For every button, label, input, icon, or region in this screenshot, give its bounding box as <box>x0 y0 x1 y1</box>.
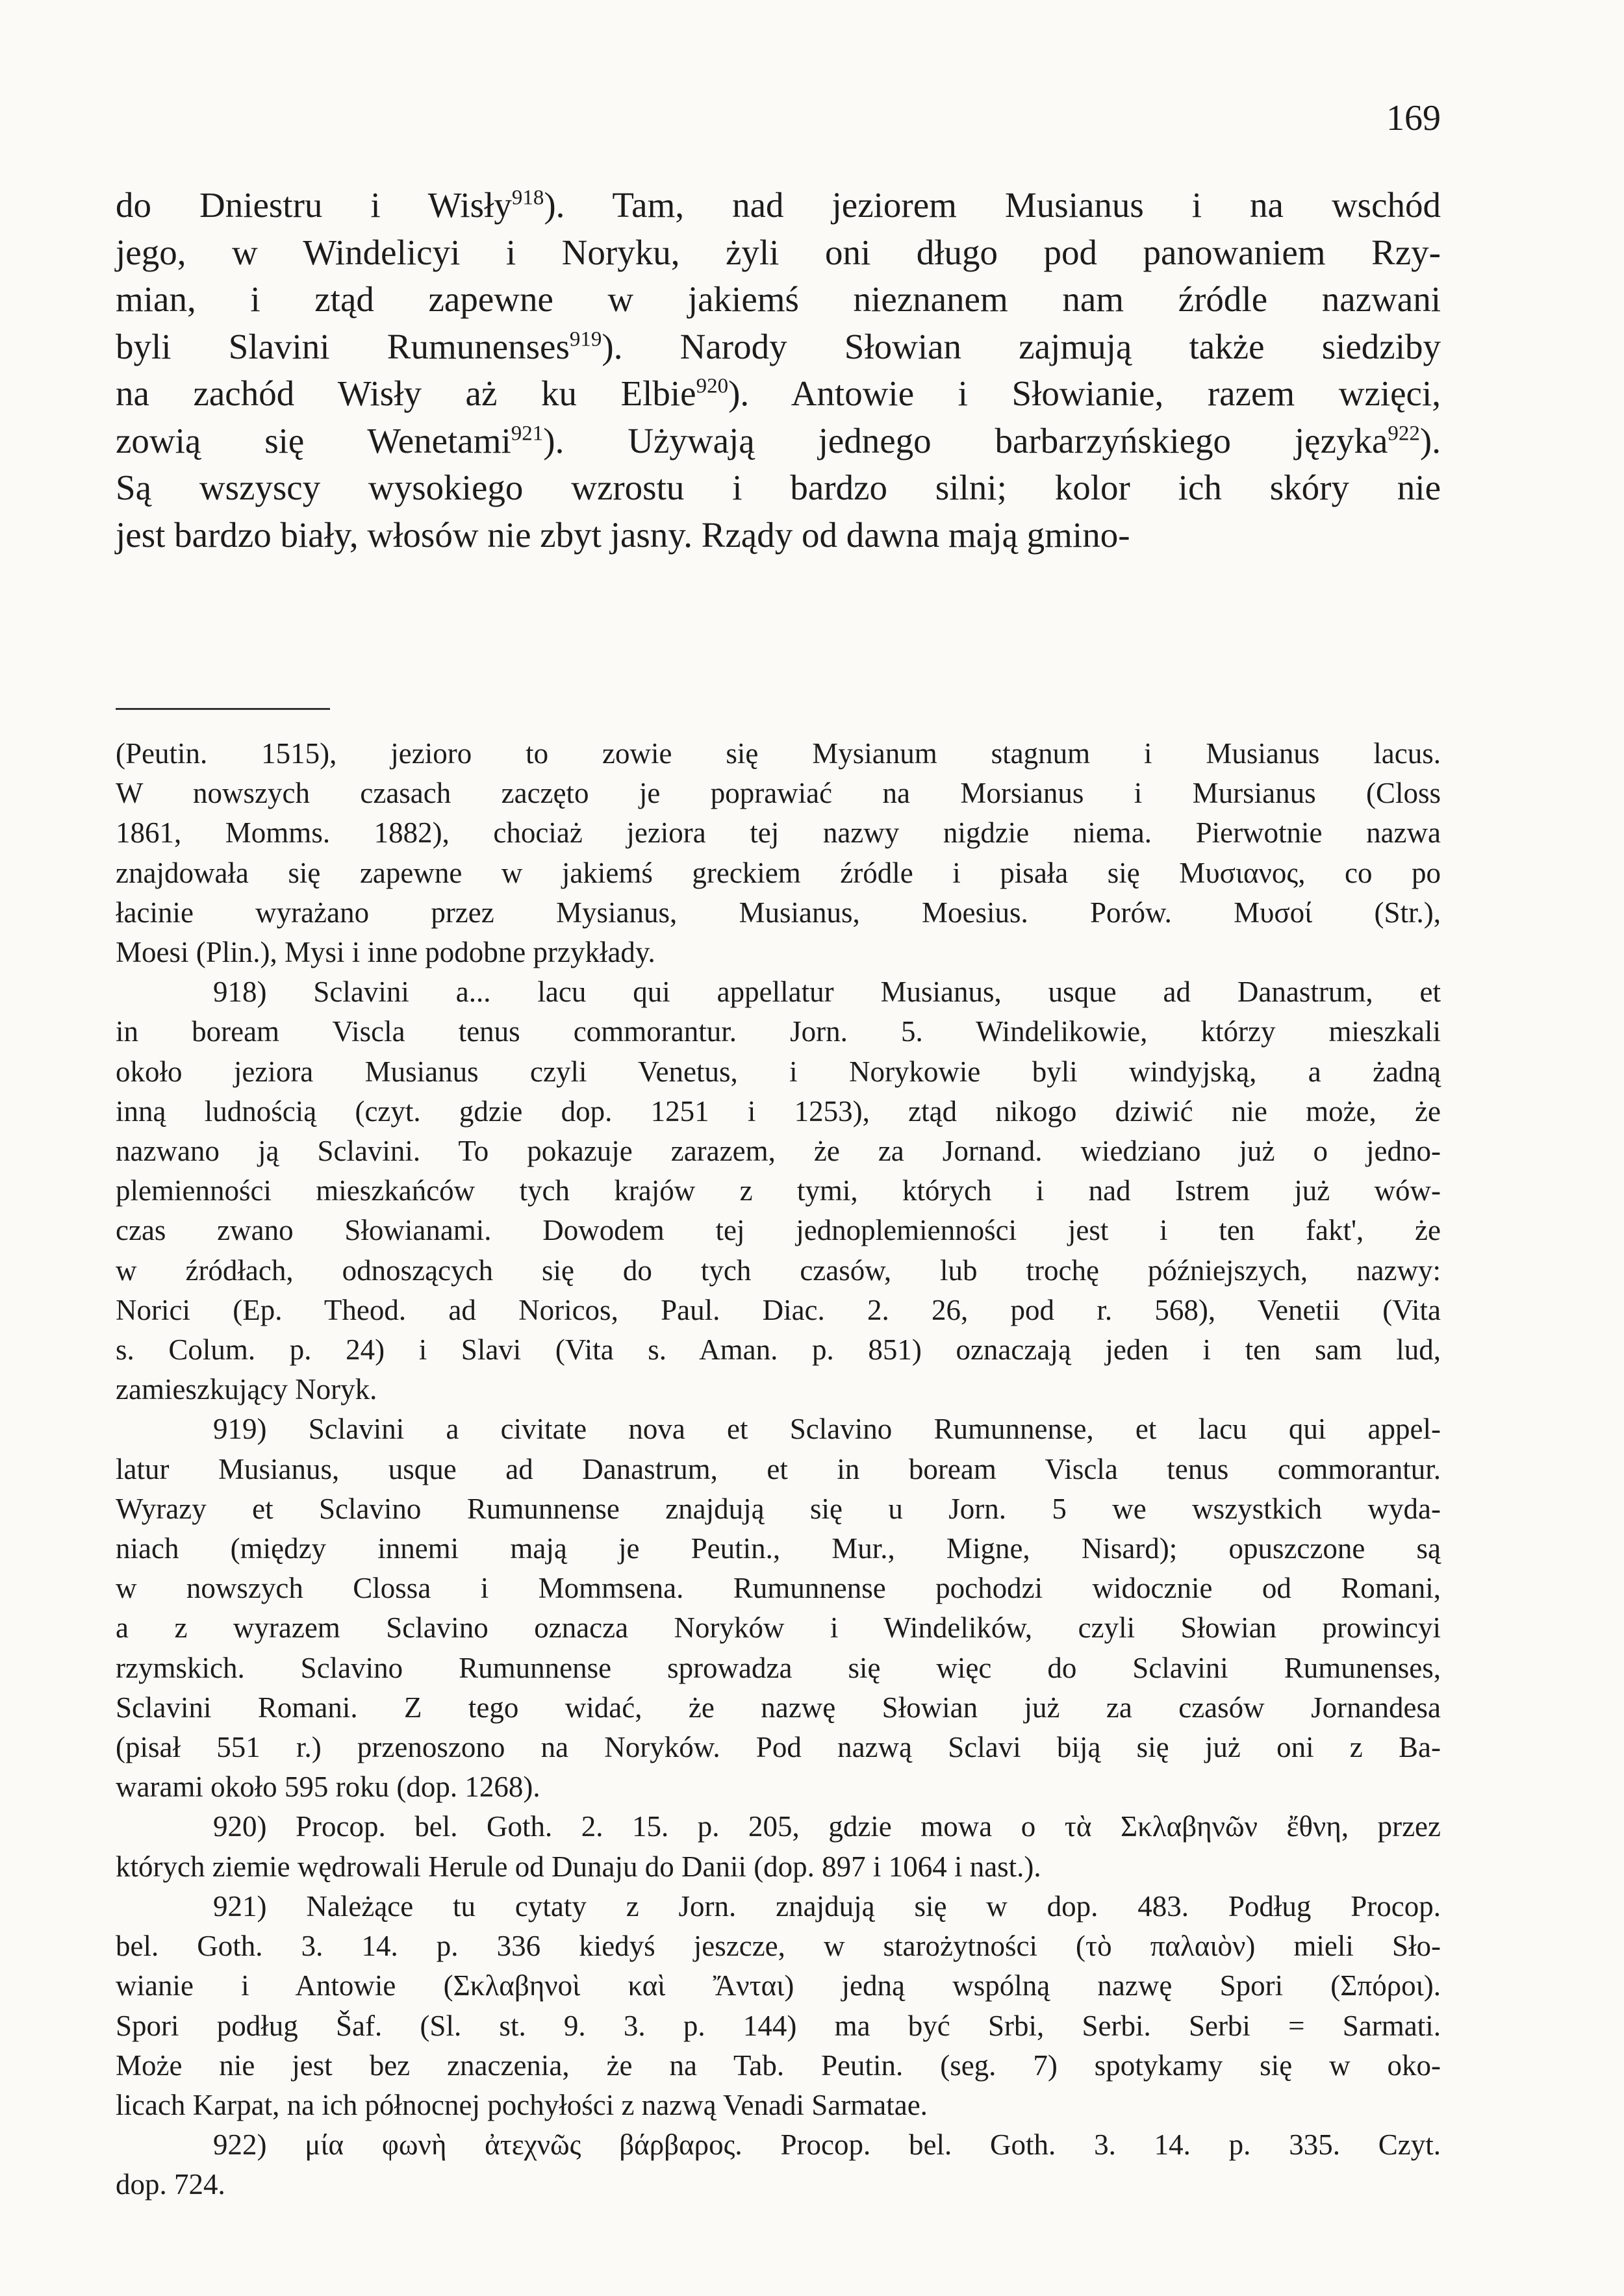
footnote-line: Moesi (Plin.), Mysi i inne podobne przykłady. <box>116 936 655 969</box>
footnote-line: s. Colum. p. 24) i Slavi (Vita s. Aman. p. 851) oznaczają jeden i ten sam lud, <box>116 1333 1441 1367</box>
footnote-line: około jeziora Musianus czyli Venetus, i Norykowie byli windyjską, a żadną <box>116 1055 1441 1088</box>
footnote-line: warami około 595 roku (dop. 1268). <box>116 1771 540 1804</box>
main-text <box>116 182 1441 559</box>
main-line: Są wszyscy wysokiego wzrostu i bardzo silni; kolor ich skóry nie <box>116 468 1441 507</box>
footnote-line: latur Musianus, usque ad Danastrum, et in boream Viscla tenus commorantur. <box>116 1452 1441 1485</box>
footnote-line: Norici (Ep. Theod. ad Noricos, Paul. Diac. 2. 26, pod r. 568), Venetii (Vita <box>116 1293 1441 1326</box>
footnote-ref: 921 <box>511 422 544 446</box>
footnote-line: plemienności mieszkańców tych krajów z tymi, których i nad Istrem już wów- <box>116 1174 1441 1207</box>
footnote-ref: 922 <box>1388 422 1420 446</box>
footnote-line: in boream Viscla tenus commorantur. Jorn. 5. Windelikowie, którzy mieszkali <box>116 1015 1441 1048</box>
footnote-line: niach (między innemi mają je Peutin., Mur., Migne, Nisard); opuszczone są <box>116 1532 1441 1565</box>
footnote-line: (pisał 551 r.) przenoszono na Noryków. Pod nazwą Sclavi biją się już oni z Ba- <box>116 1731 1441 1764</box>
footnote-line: wianie i Antowie (Σκλαβηνοὶ καὶ Ἄνται) jedną wspólną nazwę Spori (Σπόροι). <box>116 1969 1441 2002</box>
footnote-line: bel. Goth. 3. 14. p. 336 kiedyś jeszcze, w starożytności (τὸ παλαιὸν) mieli Sło- <box>116 1930 1441 1963</box>
footnote-920: 920) Procop. bel. Goth. 2. 15. p. 205, gdzie mowa o τὰ Σκλαβηνῶν ἔθνη, przez <box>213 1810 1441 1843</box>
footnote-922: 922) μία φωνὴ ἀτεχνῶς βάρβαρος. Procop. bel. Goth. 3. 14. p. 335. Czyt. <box>213 2128 1441 2162</box>
footnote-line: Spori podług Šaf. (Sl. st. 9. 3. p. 144) ma być Srbi, Serbi. Serbi = Sarmati. <box>116 2009 1441 2042</box>
footnote-line: W nowszych czasach zaczęto je poprawiać na Morsianus i Mursianus (Closs <box>116 777 1441 810</box>
main-line: zowią się Wenetami$^{921}$). Używają jednego barbarzyńskiego języka$^{922}$). <box>116 420 1441 460</box>
footnote-line: Może nie jest bez znaczenia, że na Tab. Peutin. (seg. 7) spotykamy się w oko- <box>116 2049 1441 2082</box>
footnote-line: 1861, Momms. 1882), chociaż jeziora tej nazwy nigdzie niema. Pierwotnie nazwa <box>116 816 1441 850</box>
footnote-921: 921) Należące tu cytaty z Jorn. znajdują się w dop. 483. Podług Procop. <box>213 1889 1441 1923</box>
footnote-line: inną ludnością (czyt. gdzie dop. 1251 i 1253), ztąd nikogo dziwić nie może, że <box>116 1094 1441 1128</box>
footnote-line: (Peutin. 1515), jezioro to zowie się Mysianum stagnum i Musianus lacus. <box>116 737 1441 770</box>
footnote-line: nazwano ją Sclavini. To pokazuje zarazem, że za Jornand. wiedziano już o jedno- <box>116 1135 1441 1168</box>
footnote-line: a z wyrazem Sclavino oznacza Noryków i Windelików, czyli Słowian prowincyi <box>116 1611 1441 1645</box>
footnote-ref: 919 <box>569 327 602 351</box>
footnote-line: dop. 724. <box>116 2168 225 2201</box>
footnote-line: Wyrazy et Sclavino Rumunnense znajdują się u Jorn. 5 we wszystkich wyda- <box>116 1492 1441 1525</box>
footnote-919: 919) Sclavini a civitate nova et Sclavino Rumunnense, et lacu qui appel- <box>213 1413 1441 1446</box>
footnote-918: 918) Sclavini a... lacu qui appellatur Musianus, usque ad Danastrum, et <box>213 976 1441 1009</box>
footnote-line: łacinie wyrażano przez Mysianus, Musianus, Moesius. Porów. Μυσοί (Str.), <box>116 896 1441 929</box>
footnote-line: licach Karpat, na ich północnej pochyłości z nazwą Venadi Sarmatae. <box>116 2088 928 2121</box>
main-line: jest bardzo biały, włosów nie zbyt jasny. Rządy od dawna mają gmino- <box>116 514 1130 555</box>
footnote-line: zamieszkujący Noryk. <box>116 1373 377 1406</box>
footnote-divider <box>116 708 330 710</box>
footnote-line: czas zwano Słowianami. Dowodem tej jednoplemienności jest i ten fakt', że <box>116 1214 1441 1247</box>
footnotes <box>116 734 1441 2205</box>
footnote-ref: 920 <box>696 374 729 398</box>
footnote-line: których ziemie wędrowali Herule od Dunaju do Danii (dop. 897 i 1064 i nast.). <box>116 1850 1041 1883</box>
main-line: jego, w Windelicyi i Noryku, żyli oni długo pod panowaniem Rzy- <box>116 232 1441 272</box>
main-line: mian, i ztąd zapewne w jakiemś nieznanem nam źródle nazwani <box>116 279 1441 319</box>
page-number: 169 <box>1386 98 1441 138</box>
footnote-line: w nowszych Clossa i Mommsena. Rumunnense pochodzi widocznie od Romani, <box>116 1572 1441 1605</box>
footnote-line: w źródłach, odnoszących się do tych czasów, lub trochę późniejszych, nazwy: <box>116 1254 1441 1287</box>
footnote-ref: 918 <box>511 186 544 210</box>
main-line: byli Slavini Rumunenses$^{919}$). Narody Słowian zajmują także siedziby <box>116 326 1441 366</box>
footnote-line: Sclavini Romani. Z tego widać, że nazwę Słowian już za czasów Jornandesa <box>116 1691 1441 1724</box>
main-line: na zachód Wisły aż ku Elbie$^{920}$). Antowie i Słowianie, razem wzięci, <box>116 373 1441 413</box>
main-line: do Dniestru i Wisły$^{918}$). Tam, nad jeziorem Musianus i na wschód <box>116 185 1441 225</box>
footnote-line: znajdowała się zapewne w jakiemś greckiem źródle i pisała się Μυσιανος, co po <box>116 856 1441 889</box>
footnote-line: rzymskich. Sclavino Rumunnense sprowadza się więc do Sclavini Rumunenses, <box>116 1651 1441 1684</box>
